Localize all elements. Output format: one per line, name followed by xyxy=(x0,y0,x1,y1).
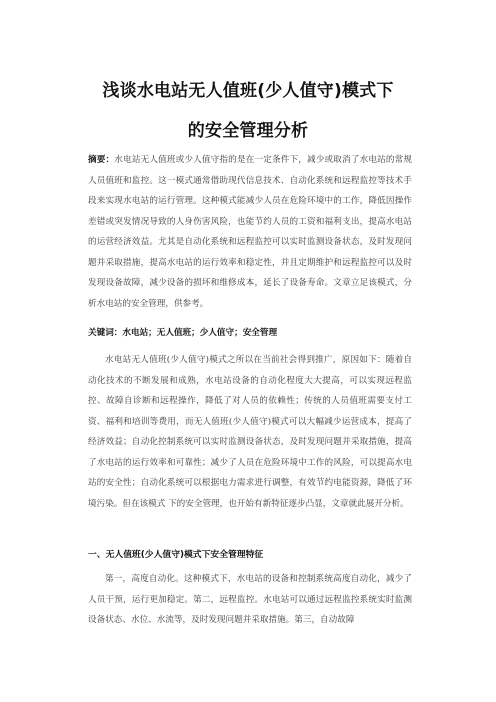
section-heading-1: 一、无人值班(少人值守)模式下安全管理特征 xyxy=(88,550,264,560)
section-1-paragraph: 第一，高度自动化。这种模式下，水电站的设备和控制系统高度自动化，减少了人员干预，运行更加稳定。第二，远程监控。水电站可以通过远程监控系统实时监测设备状态、水位、水流等，及时发现问题并采取措施。第三，自动故障 xyxy=(88,574,412,625)
document-title-line-1: 浅谈水电站无人值班(少人值守)模式下 xyxy=(102,81,394,101)
abstract-text: 水电站无人值班或少人值守指的是在一定条件下，减少或取消了水电站的常规人员值班和监控。这一模式通常借助现代信息技术、自动化系统和远程监控等技术手段来实现水电站的运行管理。这种模式能减少人员在危险环境中的工作，降低因操作差错或突发情况导致的人身伤害风险，也能节约人员的工资和福利支出，提高水电站的运营经济效益。尤其是自动化系统和远程监控可以实时监测设备状态，及时发现问题并采取措施，提高水电站的运行效率和稳定性，并且定期维护和远程监控可以及时发现设备故障，减少设备的损坏和维修成本，延长了设备寿命。文章立足该模式，分析水电站的安全管理，供参考。 xyxy=(88,155,412,309)
abstract xyxy=(88,150,412,314)
intro-paragraph: 水电站无人值班(少人值守)模式之所以在当前社会得到推广，原因如下：随着自动化技术的不断发展和成熟，水电站设备的自动化程度大大提高，可以实现远程监控、故障自诊断和远程操作，降低了对人员的依赖性；传统的人员值班需要支付工资、福利和培训等费用，而无人值班(少人值守)模式可以大幅减少运营成本，提高了经济效益；自动化控制系统可以实时监测设备状态，及时发现问题并采取措施，提高了水电站的运行效率和可靠性；减少了人员在危险环境中工作的风险，可以提高水电站的安全性；自动化系统可以根据电力需求进行调整，有效节约电能资源，降低了环境污染。但在该模式 下的安全管理，也开始有新特征逐步凸显，文章就此展开分析。 xyxy=(88,355,412,509)
document-title-line-2: 的安全管理分析 xyxy=(187,121,309,141)
keywords: 关键词：水电站；无人值班；少人值守；安全管理 xyxy=(88,328,278,338)
abstract-label: 摘要： xyxy=(88,155,115,165)
